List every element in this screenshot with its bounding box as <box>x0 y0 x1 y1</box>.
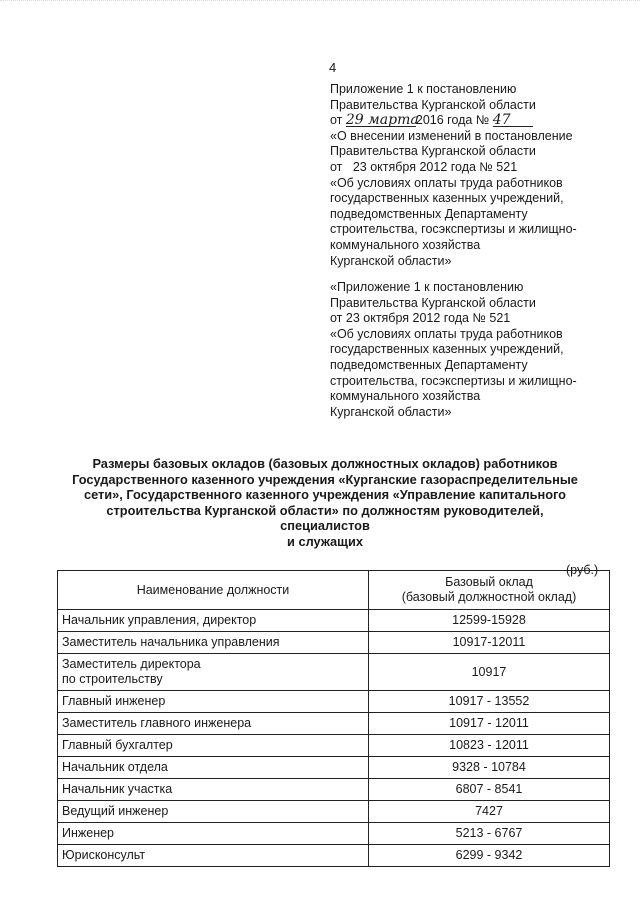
heading-line: сети», Государственного казенного учреждения «Управление капитального <box>83 487 567 503</box>
appendix-date-line <box>330 113 620 129</box>
table-row <box>58 801 610 823</box>
position-cell: Начальник управления, директор <box>58 610 369 632</box>
appendix-line: «Приложение 1 к постановлению <box>330 280 524 294</box>
position-cell: Начальник участка <box>58 779 369 801</box>
table-row <box>58 823 610 845</box>
appendix-block-amendment <box>330 82 620 269</box>
table-row <box>58 713 610 735</box>
appendix-line: государственных казенных учреждений, <box>330 342 564 357</box>
table-row <box>58 779 610 801</box>
heading-line: Государственного казенного учреждения «Курганские газораспределительные <box>72 471 578 487</box>
appendix-line: Правительства Курганской области <box>330 144 536 159</box>
table-row <box>58 654 610 691</box>
handwritten-number: 47 <box>493 114 533 127</box>
appendix-line: «О внесении изменений в постановление <box>330 128 573 143</box>
table-row <box>58 632 610 654</box>
table-row <box>58 610 610 632</box>
appendix-line: «Об условиях оплаты труда работников <box>330 175 563 190</box>
appendix-line: строительства, госэкспертизы и жилищно- <box>330 222 577 237</box>
appendix-line: Курганской области» <box>330 404 452 419</box>
heading-line: и служащих <box>287 533 363 549</box>
table-row <box>58 735 610 757</box>
table-row <box>58 691 610 713</box>
salary-table <box>57 570 610 867</box>
document-heading <box>70 456 580 550</box>
heading-line: строительства Курганской области» по должностям руководителей, специалистов <box>106 502 544 534</box>
header-position: Наименование должности <box>58 571 369 610</box>
appendix-line: подведомственных Департаменту <box>330 357 528 372</box>
appendix-line: от 23 октября 2012 года № 521 <box>330 159 518 174</box>
appendix-line: от 23 октября 2012 года № 521 <box>330 311 511 326</box>
appendix-line: Курганской области» <box>330 253 452 268</box>
page-number: 4 <box>329 60 337 75</box>
position-cell: Начальник отдела <box>58 757 369 779</box>
appendix-line: Правительства Курганской области <box>330 97 536 112</box>
currency-unit: (руб.) <box>566 563 599 577</box>
header-salary-line: Базовый оклад <box>445 575 533 589</box>
salary-cell: 6807 - 8541 <box>369 779 610 801</box>
handwritten-date: 29 марта <box>345 112 419 129</box>
position-cell: Главный бухгалтер <box>58 735 369 757</box>
heading-line: Размеры базовых окладов (базовых должностных окладов) работников <box>92 456 558 471</box>
position-cell <box>58 654 369 691</box>
salary-cell: 10917-12011 <box>369 632 610 654</box>
header-salary-line: (базовый должностной оклад) <box>401 590 577 604</box>
table-row <box>58 845 610 867</box>
position-cell: Главный инженер <box>58 691 369 713</box>
position-cell: Заместитель главного инженера <box>58 713 369 735</box>
position-line: по строительству <box>62 672 163 686</box>
table-header-row <box>58 571 610 610</box>
appendix-line: строительства, госэкспертизы и жилищно- <box>330 373 577 388</box>
salary-cell: 9328 - 10784 <box>369 757 610 779</box>
date-middle: 2016 года № <box>415 113 490 128</box>
date-prefix: от <box>330 113 343 128</box>
salary-cell: 10823 - 12011 <box>369 735 610 757</box>
appendix-line: коммунального хозяйства <box>330 389 481 404</box>
salary-cell: 10917 <box>369 654 610 691</box>
position-cell: Инженер <box>58 823 369 845</box>
salary-cell: 10917 - 13552 <box>369 691 610 713</box>
appendix-line: коммунального хозяйства <box>330 237 481 252</box>
position-cell: Заместитель начальника управления <box>58 632 369 654</box>
salary-cell: 12599-15928 <box>369 610 610 632</box>
position-line: Заместитель директора <box>62 657 201 671</box>
scan-artifact <box>0 0 640 9</box>
salary-cell: 6299 - 9342 <box>369 845 610 867</box>
appendix-block-original <box>330 280 620 420</box>
salary-cell: 10917 - 12011 <box>369 713 610 735</box>
appendix-line: подведомственных Департаменту <box>330 206 528 221</box>
appendix-line: Приложение 1 к постановлению <box>330 82 517 96</box>
salary-cell: 7427 <box>369 801 610 823</box>
appendix-line: Правительства Курганской области <box>330 295 536 310</box>
appendix-line: «Об условиях оплаты труда работников <box>330 326 563 341</box>
table-row <box>58 757 610 779</box>
position-cell: Юрисконсульт <box>58 845 369 867</box>
appendix-line: государственных казенных учреждений, <box>330 191 564 206</box>
header-salary <box>369 571 610 610</box>
position-cell: Ведущий инженер <box>58 801 369 823</box>
salary-cell: 5213 - 6767 <box>369 823 610 845</box>
